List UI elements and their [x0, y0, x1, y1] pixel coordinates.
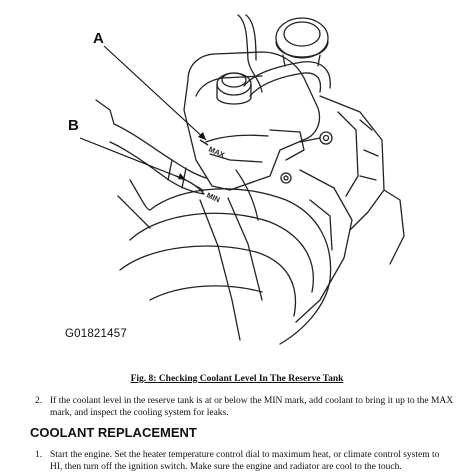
overflow-hose [244, 62, 330, 88]
section-heading: COOLANT REPLACEMENT [30, 425, 197, 440]
callout-b-label: B [68, 117, 79, 134]
max-mark-line [200, 140, 208, 145]
callout-a-label: A [93, 30, 104, 47]
step-text-line: Start the engine. Set the heater temperature control dial to maximum heat, or climate control system to [50, 450, 439, 462]
min-mark-label: MIN [205, 191, 221, 205]
fan-shroud [150, 189, 331, 344]
step-number: 1. [35, 450, 42, 462]
step-text [50, 450, 439, 473]
max-mark-label: MAX [207, 145, 226, 160]
radiator-cap [276, 18, 328, 58]
step-text-line: mark, and inspect the cooling system for leaks. [50, 408, 453, 420]
step-text-line: If the coolant level in the reserve tank is at or below the MIN mark, add coolant to bring it up to the MAX [50, 396, 453, 408]
step-text-line: HI, then turn off the ignition switch. Make sure the engine and radiator are cool to the touch. [50, 462, 439, 473]
figure-caption: Fig. 8: Checking Coolant Level In The Reserve Tank [0, 374, 474, 384]
figure-id: G01821457 [65, 328, 127, 340]
step-text [50, 396, 453, 419]
step-number: 2. [35, 396, 42, 408]
reserve-tank [184, 52, 320, 190]
